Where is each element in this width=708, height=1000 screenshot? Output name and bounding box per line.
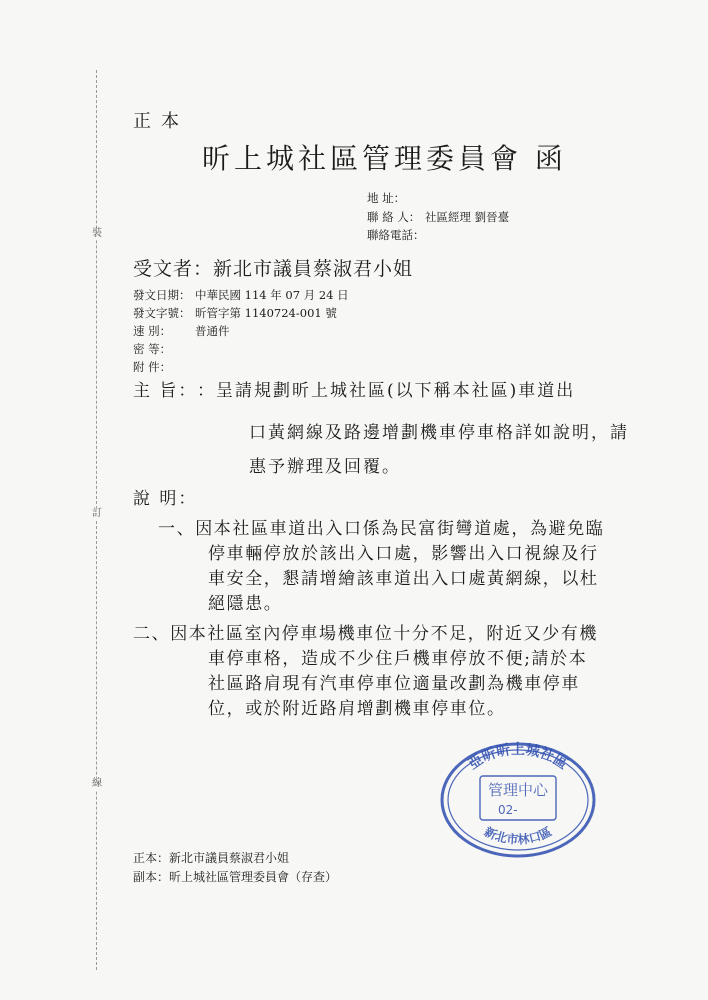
subject-label: 主 旨：: [133, 381, 198, 401]
contact-label: 聯絡電話：: [367, 228, 425, 242]
cc-original: 正本：新北市議員蔡淑君小姐: [133, 851, 290, 865]
meta-label: 發文字號：: [133, 306, 191, 320]
meta-value: 中華民國 114 年 07 月 24 日: [195, 288, 349, 302]
meta-label: 發文日期：: [133, 288, 191, 302]
document-title: 昕上城社區管理委員會 函: [202, 142, 567, 175]
item1-line: 絕隱患。: [208, 594, 283, 614]
subject-line: 口黃網線及路邊增劃機車停車格詳如說明，請: [249, 423, 629, 443]
recipient: 受文者：新北市議員蔡淑君小姐: [133, 258, 414, 280]
item2-line: 社區路肩現有汽車停車位適量改劃為機車停車: [208, 674, 580, 694]
binding-mark-middle: 訂: [92, 508, 102, 519]
item2-line: 位，或於附近路肩增劃機車停車位。: [208, 699, 506, 719]
meta-secrecy: [133, 341, 195, 357]
meta-date: [133, 287, 349, 303]
item2-line: 二、因本社區室內停車場機車位十分不足，附近又少有機: [133, 624, 598, 644]
binding-mark-top: 裝: [92, 228, 102, 239]
contact-label: 聯 絡 人：: [367, 210, 421, 224]
seal-top-text: 亞昕昕上城社區: [465, 742, 571, 773]
seal-number: 02-: [498, 803, 518, 817]
seal-center-text: 管理中心: [487, 781, 549, 799]
contact-label: 地 址：: [367, 191, 406, 205]
contact-phone: [367, 227, 425, 243]
item2-line: 車停車格，造成不少住戶機車停放不便;請於本: [208, 649, 588, 669]
meta-attachment: [133, 359, 195, 375]
subject-line: ：呈請規劃昕上城社區(以下稱本社區)車道出: [197, 381, 576, 401]
contact-person: [367, 209, 509, 225]
copy-label: 正本: [133, 111, 189, 132]
meta-label: 速 別：: [133, 324, 172, 338]
contact-address: [367, 190, 425, 206]
subject-line: 惠予辦理及回覆。: [249, 457, 401, 477]
binding-line: [96, 70, 97, 970]
meta-speed: [133, 323, 230, 339]
meta-label: 附 件：: [133, 360, 172, 374]
description-label: 說 明：: [133, 489, 198, 509]
meta-number: [133, 305, 337, 321]
meta-value: 普通件: [195, 324, 230, 338]
contact-value: 社區經理 劉晉臺: [425, 210, 510, 224]
cc-copy: 副本：昕上城社區管理委員會（存查）: [133, 870, 338, 884]
item1-line: 車安全，懇請增繪該車道出入口處黃網線，以杜: [208, 569, 599, 589]
binding-mark-bottom: 線: [92, 778, 102, 789]
meta-label: 密 等：: [133, 342, 172, 356]
seal-bottom-text: 新北市林口區: [482, 824, 554, 847]
meta-value: 昕管字第 1140724-001 號: [195, 306, 337, 320]
community-seal: [438, 738, 598, 858]
item1-line: 一、因本社區車道出入口係為民富街彎道處，為避免臨: [158, 519, 605, 539]
item1-line: 停車輛停放於該出入口處，影響出入口視線及行: [208, 544, 599, 564]
